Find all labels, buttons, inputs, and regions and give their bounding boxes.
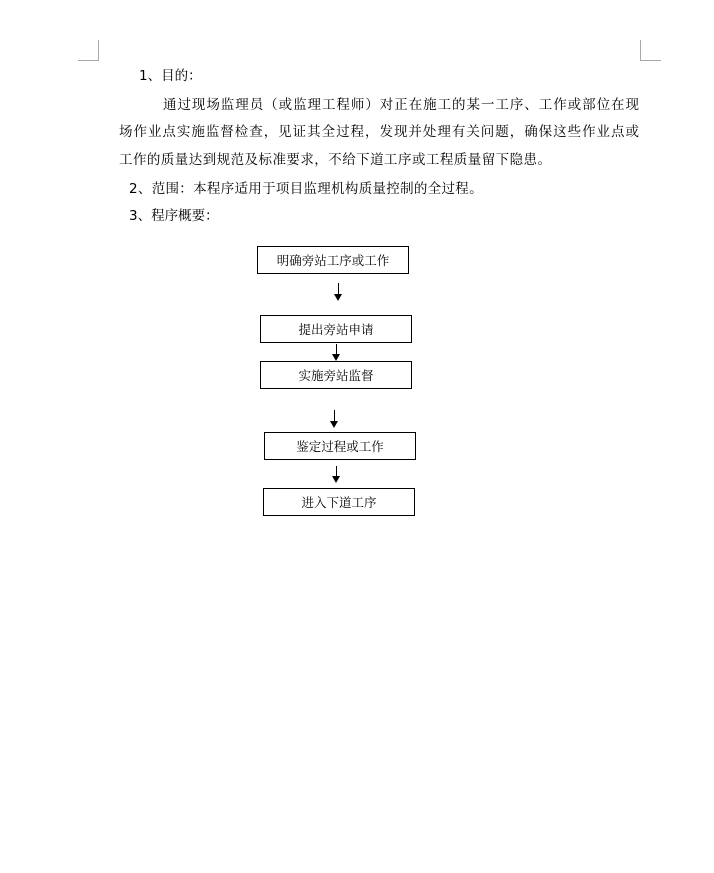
flow-step-supervise: 实施旁站监督 — [260, 361, 412, 389]
crop-mark-top-right — [640, 40, 661, 61]
flow-step-apply: 提出旁站申请 — [260, 315, 412, 343]
flow-arrow-3 — [330, 410, 339, 428]
flow-step-appraise: 鉴定过程或工作 — [264, 432, 416, 460]
flow-arrow-4 — [332, 466, 341, 483]
crop-mark-top-left — [78, 40, 99, 61]
purpose-line-3: 工作的质量达到规范及标准要求，不给下道工序或工程质量留下隐患。 — [119, 152, 552, 168]
flow-step-identify: 明确旁站工序或工作 — [257, 246, 409, 274]
scope-paragraph: 2、范围：本程序适用于项目监理机构质量控制的全过程。 — [129, 181, 483, 197]
flow-step-next-process: 进入下道工序 — [263, 488, 415, 516]
purpose-line-1: 通过现场监理员（或监理工程师）对正在施工的某一工序、工作或部位在现 — [163, 97, 639, 113]
overview-heading: 3、程序概要： — [129, 208, 219, 224]
purpose-line-2: 场作业点实施监督检查，见证其全过程，发现并处理有关问题，确保这些作业点或 — [119, 124, 639, 140]
flow-arrow-1 — [334, 283, 343, 301]
flow-arrow-2 — [332, 344, 341, 361]
purpose-heading: 1、目的： — [139, 68, 202, 84]
